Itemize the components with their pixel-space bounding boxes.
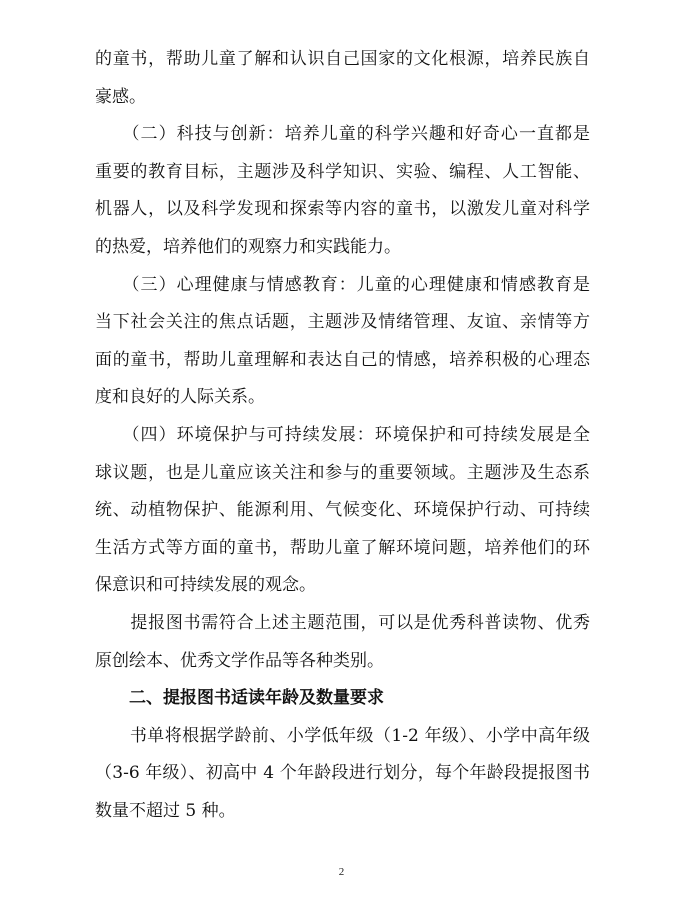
text-line: 面的童书，帮助儿童理解和表达自己的情感，培养积极的心理态 <box>95 349 590 370</box>
text-line: 豪感。 <box>95 86 146 107</box>
text-line: 统、动植物保护、能源利用、气候变化、环境保护行动、可持续 <box>95 500 590 521</box>
text-line: 的热爱，培养他们的观察力和实践能力。 <box>95 236 401 257</box>
text-line: （3-6 年级）、初高中 4 个年龄段进行划分，每个年龄段提报图书 <box>95 763 590 784</box>
page-number: 2 <box>338 866 345 878</box>
text-line: 提报图书需符合上述主题范围，可以是优秀科普读物、优秀 <box>95 612 590 633</box>
text-line: 的童书，帮助儿童了解和认识自己国家的文化根源，培养民族自 <box>95 49 590 69</box>
text-line: 数量不超过 5 种。 <box>95 800 236 821</box>
text-line: 球议题，也是儿童应该关注和参与的重要领域。主题涉及生态系 <box>95 462 590 483</box>
text-line: 原创绘本、优秀文学作品等各种类别。 <box>95 650 384 671</box>
text-line: 书单将根据学龄前、小学低年级（1-2 年级）、小学中高年级 <box>95 725 590 746</box>
text-line: （四）环境保护与可持续发展：环境保护和可持续发展是全 <box>95 424 590 445</box>
text-line: （二）科技与创新：培养儿童的科学兴趣和好奇心一直都是 <box>95 124 590 145</box>
text-line: 当下社会关注的焦点话题，主题涉及情绪管理、友谊、亲情等方 <box>95 312 590 333</box>
text-line: 机器人，以及科学发现和探索等内容的童书，以激发儿童对科学 <box>95 199 590 220</box>
document-body <box>95 41 590 830</box>
section-heading: 二、提报图书适读年龄及数量要求 <box>95 688 384 709</box>
text-line: 重要的教育目标，主题涉及科学知识、实验、编程、人工智能、 <box>95 161 590 182</box>
text-line: （三）心理健康与情感教育：儿童的心理健康和情感教育是 <box>95 274 590 295</box>
text-line: 度和良好的人际关系。 <box>95 387 265 408</box>
text-line: 保意识和可持续发展的观念。 <box>95 575 316 596</box>
text-line: 生活方式等方面的童书，帮助儿童了解环境问题，培养他们的环 <box>95 537 590 558</box>
